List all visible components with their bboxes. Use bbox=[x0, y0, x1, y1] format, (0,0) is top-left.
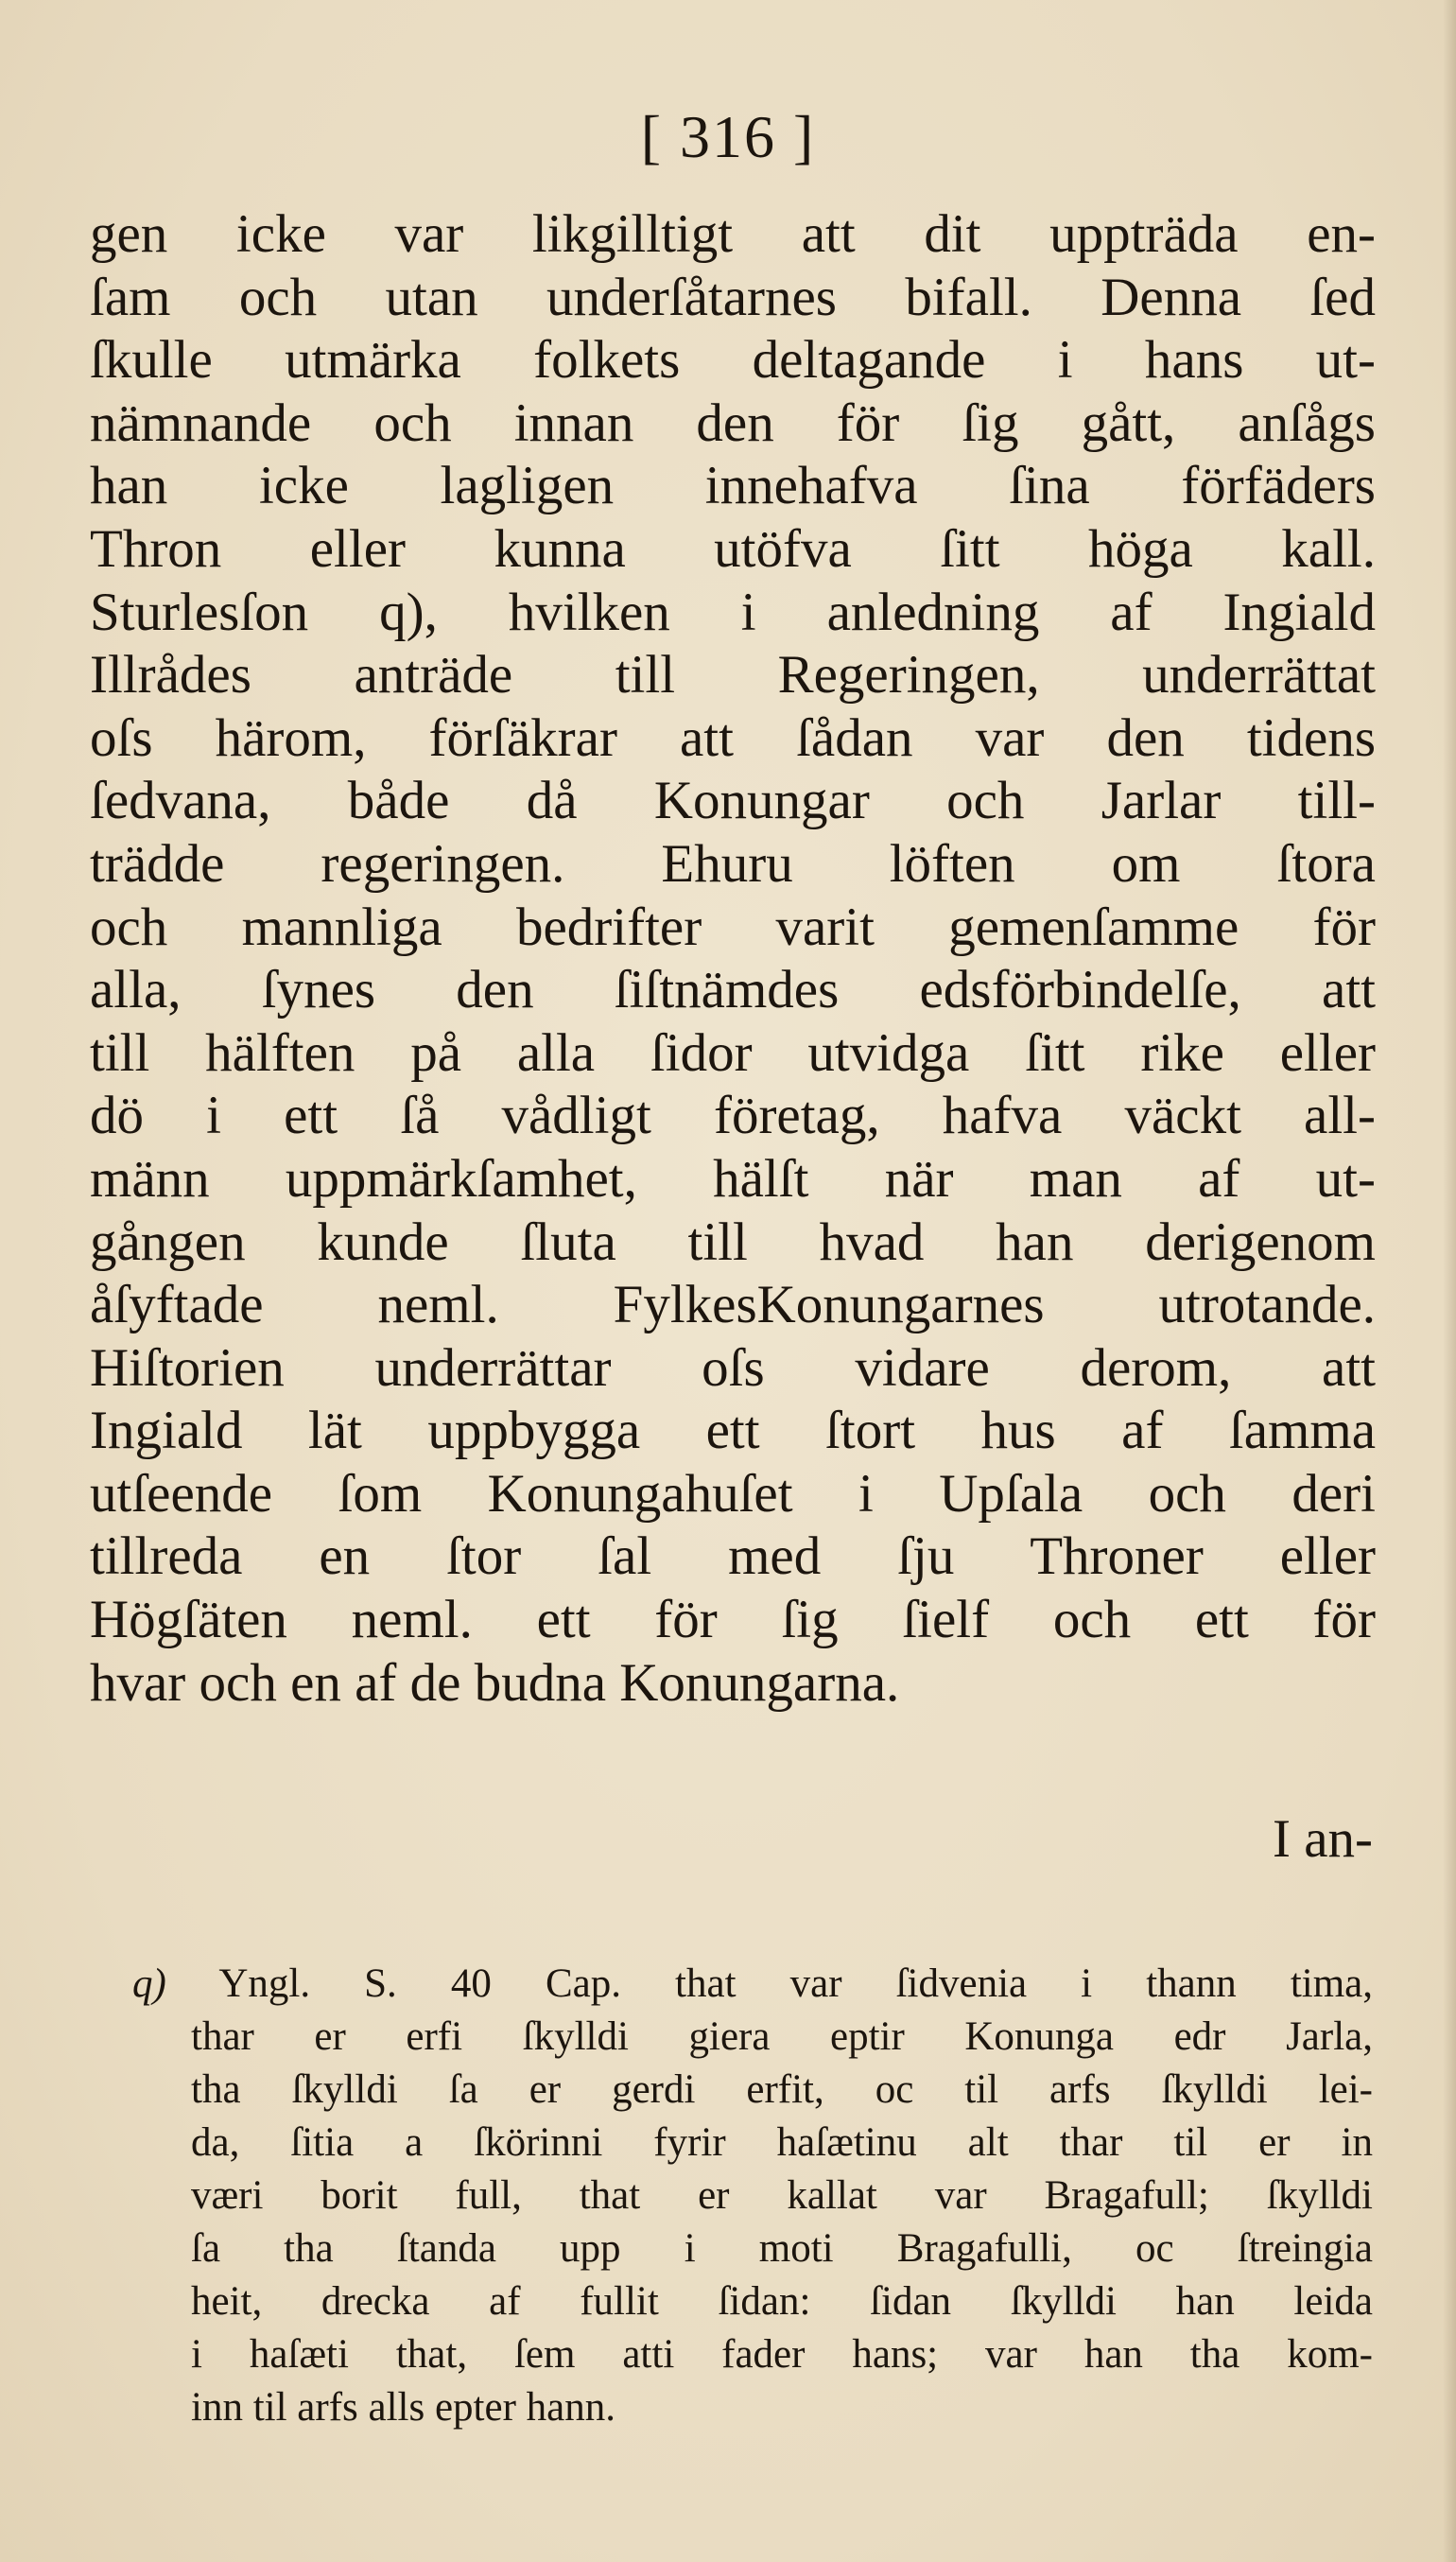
text-line: Högſäten neml. ett för ſig ſielf och ett för bbox=[90, 1590, 1376, 1650]
text-line: oſs härom, förſäkrar att ſådan var den tidens bbox=[90, 707, 1376, 768]
text-line: utſeende ſom Konungahuſet i Upſala och deri bbox=[90, 1463, 1376, 1524]
page-edge-shadow bbox=[1443, 0, 1456, 2562]
footnote-marker: q) bbox=[132, 1961, 166, 2006]
text-line: nämnande och innan den för ſig gått, anſågs bbox=[90, 392, 1376, 453]
text-line: till hälften på alla ſidor utvidga ſitt rike eller bbox=[90, 1022, 1376, 1083]
text-line: Illrådes anträde till Regeringen, underrättat bbox=[90, 645, 1376, 706]
text-line-last: hvar och en af de budna Konungarna. bbox=[90, 1652, 900, 1713]
body-text bbox=[90, 203, 1376, 1715]
text-line: männ uppmärkſamhet, hälſt när man af ut- bbox=[90, 1148, 1376, 1209]
footnote-line: ſa tha ſtanda upp i moti Bragafulli, oc ſtreingia bbox=[191, 2226, 1373, 2271]
text-line: han icke lagligen innehafva ſina förfäders bbox=[90, 456, 1376, 516]
page-number-header: [ 316 ] bbox=[640, 103, 816, 170]
text-line: alla, ſynes den ſiſtnämdes edsförbindelſe, att bbox=[90, 960, 1376, 1020]
text-line: trädde regeringen. Ehuru löften om ſtora bbox=[90, 833, 1376, 894]
text-line: ſkulle utmärka folkets deltagande i hans ut- bbox=[90, 330, 1376, 391]
footnote-first-text: Yngl. S. 40 Cap. that var ſidvenia i thann tima, bbox=[218, 1961, 1373, 2006]
text-line: Thron eller kunna utöfva ſitt höga kall. bbox=[90, 518, 1376, 579]
footnote-first-line bbox=[132, 1958, 1373, 2011]
footnote-line: tha ſkylldi ſa er gerdi erfit, oc til arfs ſkylldi lei- bbox=[191, 2067, 1373, 2112]
text-line: ſam och utan underſåtarnes bifall. Denna ſed bbox=[90, 267, 1376, 327]
footnote-line: i haſæti that, ſem atti fader hans; var han tha kom- bbox=[191, 2332, 1373, 2377]
footnote-line: heit, drecka af fullit ſidan: ſidan ſkylldi han leida bbox=[191, 2279, 1373, 2324]
text-line: ſedvana, både då Konungar och Jarlar till- bbox=[90, 771, 1376, 831]
footnote-line: væri borit full, that er kallat var Bragafull; ſkylldi bbox=[191, 2173, 1373, 2218]
text-line: Ingiald lät uppbygga ett ſtort hus af ſamma bbox=[90, 1401, 1376, 1461]
text-line: Sturlesſon q), hvilken i anledning af Ingiald bbox=[90, 582, 1376, 642]
text-line: tillreda en ſtor ſal med ſju Throner eller bbox=[90, 1526, 1376, 1587]
catchword: I an- bbox=[1272, 1809, 1373, 1869]
text-line: åſyftade neml. FylkesKonungarnes utrotande. bbox=[90, 1275, 1376, 1335]
footnote-line-last: inn til arfs alls epter hann. bbox=[191, 2385, 615, 2430]
text-line: dö i ett ſå vådligt företag, hafva väckt all- bbox=[90, 1086, 1376, 1146]
text-line: gången kunde ſluta till hvad han derigenom bbox=[90, 1211, 1376, 1272]
text-line: Hiſtorien underrättar oſs vidare derom, att bbox=[90, 1337, 1376, 1398]
footnote bbox=[132, 1958, 1373, 2434]
text-line: och mannliga bedrifter varit gemenſamme för bbox=[90, 897, 1376, 957]
text-line: gen icke var likgilltigt att dit uppträda en- bbox=[90, 204, 1376, 264]
footnote-line: thar er erfi ſkylldi giera eptir Konunga edr Jarla, bbox=[191, 2014, 1373, 2059]
footnote-line: da, ſitia a ſkörinni fyrir haſætinu alt thar til er in bbox=[191, 2120, 1373, 2165]
